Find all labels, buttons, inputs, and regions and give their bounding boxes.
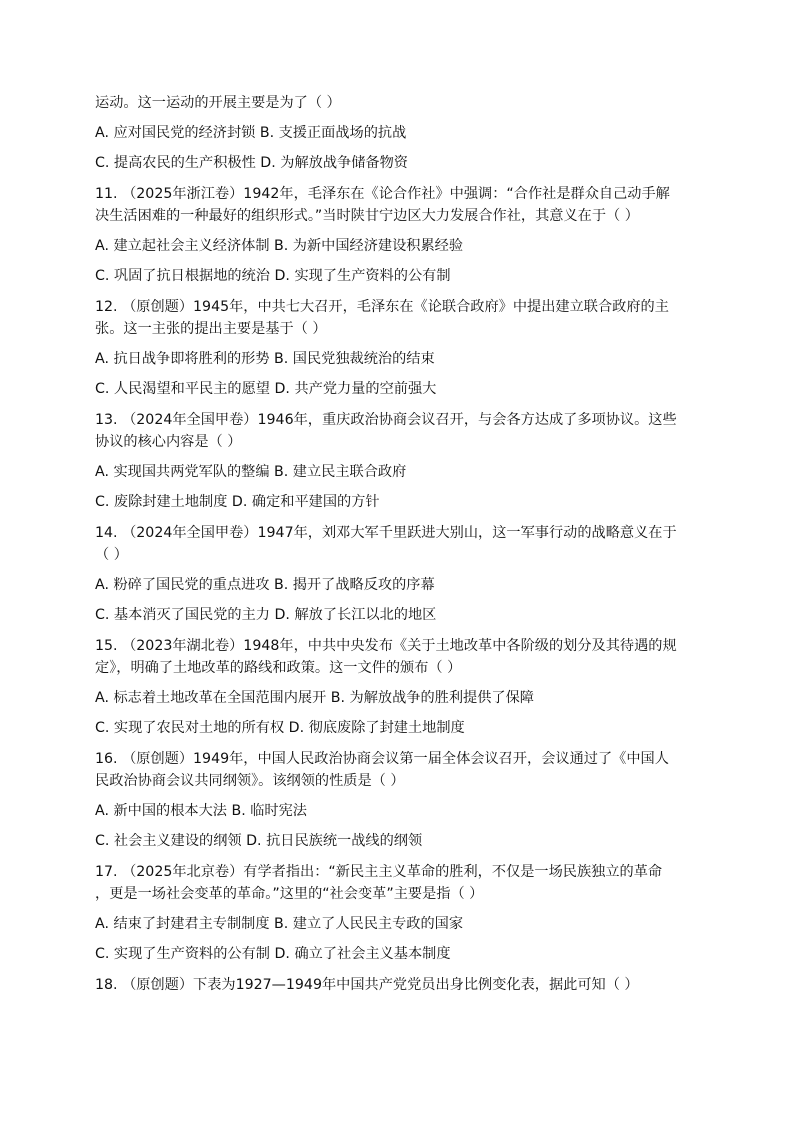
answer-options: C. 社会主义建设的纲领 D. 抗日民族统一战线的纲领 — [95, 833, 423, 849]
question-15-cont: 定》，明确了土地改革的路线和政策。这一文件的颁布（ ） — [95, 660, 462, 676]
question-14: 14. （2024年全国甲卷）1947年，刘邓大军千里跃进大别山，这一军事行动的战略意义在于 — [95, 525, 677, 541]
question-11-cont: 决生活困难的一种最好的组织形式。”当时陕甘宁边区大力发展合作社，其意义在于（ ） — [95, 208, 639, 224]
question-15: 15. （2023年湖北卷）1948年，中共中央发布《关于土地改革中各阶级的划分及其待遇的规 — [95, 638, 677, 654]
answer-options: A. 建立起社会主义经济体制 B. 为新中国经济建设积累经验 — [95, 238, 464, 254]
question-16: 16. （原创题）1949年，中国人民政治协商会议第一届全体会议召开，会议通过了《中国人 — [95, 751, 669, 767]
question-12-cont: 张。这一主张的提出主要是基于（ ） — [95, 321, 327, 337]
question-17-cont: ，更是一场社会变革的革命。”这里的“社会变革”主要是指（ ） — [95, 886, 484, 902]
answer-options: A. 标志着土地改革在全国范围内展开 B. 为解放战争的胜利提供了保障 — [95, 690, 534, 706]
question-11: 11. （2025年浙江卷）1942年，毛泽东在《论合作社》中强调：“合作社是群众自己动手解 — [95, 186, 670, 202]
answer-options: A. 实现国共两党军队的整编 B. 建立民主联合政府 — [95, 464, 407, 480]
answer-options: A. 新中国的根本大法 B. 临时宪法 — [95, 803, 307, 819]
question-17: 17. （2025年北京卷）有学者指出：“新民主主义革命的胜利，不仅是一场民族独立的革命 — [95, 864, 663, 880]
answer-options: C. 基本消灭了国民党的主力 D. 解放了长江以北的地区 — [95, 607, 437, 623]
question-13-cont: 协议的核心内容是（ ） — [95, 434, 242, 450]
answer-options: A. 结束了封建君主专制制度 B. 建立了人民民主专政的国家 — [95, 916, 464, 932]
answer-options: A. 应对国民党的经济封锁 B. 支援正面战场的抗战 — [95, 125, 407, 141]
answer-options: C. 实现了生产资料的公有制 D. 确立了社会主义基本制度 — [95, 946, 451, 962]
answer-options: C. 实现了农民对土地的所有权 D. 彻底废除了封建土地制度 — [95, 720, 465, 736]
answer-options: C. 巩固了抗日根据地的统治 D. 实现了生产资料的公有制 — [95, 268, 451, 284]
answer-options: C. 废除封建土地制度 D. 确定和平建国的方针 — [95, 494, 380, 510]
question-stem: 运动。这一运动的开展主要是为了（ ） — [95, 95, 341, 111]
question-list — [95, 92, 700, 996]
question-13: 13. （2024年全国甲卷）1946年，重庆政治协商会议召开，与会各方达成了多项协议。这些 — [95, 412, 677, 428]
question-18: 18. （原创题）下表为1927—1949年中国共产党党员出身比例变化表，据此可知（ ） — [95, 977, 639, 993]
answer-options: C. 提高农民的生产积极性 D. 为解放战争储备物资 — [95, 155, 408, 171]
question-14-cont: （ ） — [95, 547, 128, 563]
question-12: 12. （原创题）1945年，中共七大召开，毛泽东在《论联合政府》中提出建立联合政府的主 — [95, 299, 669, 315]
answer-options: A. 抗日战争即将胜利的形势 B. 国民党独裁统治的结束 — [95, 351, 435, 367]
answer-options: C. 人民渴望和平民主的愿望 D. 共产党力量的空前强大 — [95, 381, 437, 397]
question-16-cont: 民政治协商会议共同纲领》。该纲领的性质是（ ） — [95, 773, 405, 789]
answer-options: A. 粉碎了国民党的重点进攻 B. 揭开了战略反攻的序幕 — [95, 577, 435, 593]
